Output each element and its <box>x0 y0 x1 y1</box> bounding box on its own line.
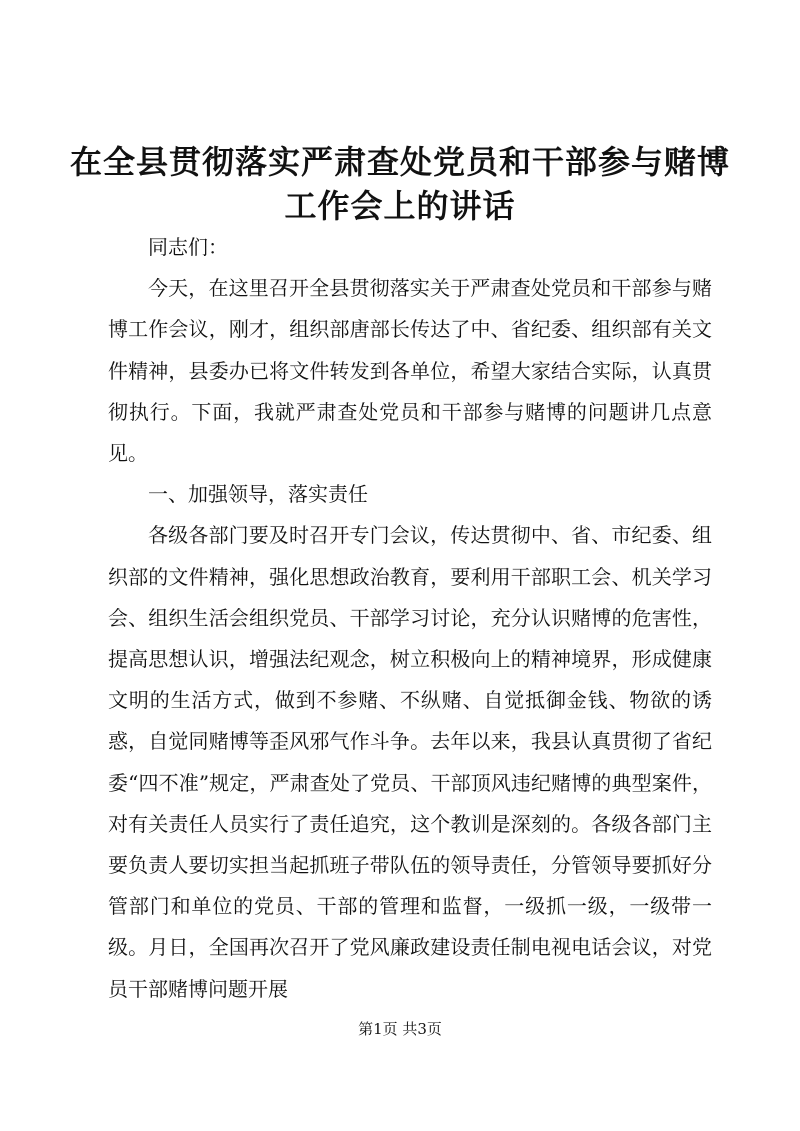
paragraph-intro: 今天，在这里召开全县贯彻落实关于严肃查处党员和干部参与赌博工作会议，刚才，组织部唐部长传达了中、省纪委、组织部有关文件精神，县委办已将文件转发到各单位，希望大家结合实际，认真贯彻执行。下面，我就严肃查处党员和干部参与赌博的问题讲几点意见。 <box>108 276 712 466</box>
document-title-line-1: 在全县贯彻落实严肃查处党员和干部参与赌博 <box>69 143 730 181</box>
document-body <box>108 227 712 1010</box>
section-heading: 一、加强领导，落实责任 <box>148 482 368 507</box>
salutation: 同志们： <box>148 235 228 259</box>
paragraph-section-1: 各级各部门要及时召开专门会议，传达贯彻中、省、市纪委、组织部的文件精神，强化思想政治教育，要利用干部职工会、机关学习会、组织生活会组织党员、干部学习讨论，充分认识赌博的危害性，提高思想认识，增强法纪观念，树立积极向上的精神境界，形成健康文明的生活方式，做到不参赌、不纵赌、自觉抵御金钱、物欲的诱惑，自觉同赌博等歪风邪气作斗争。去年以来，我县认真贯彻了省纪委“四不准”规定，严肃查处了党员、干部顶风违纪赌博的典型案件，对有关责任人员实行了责任追究，这个教训是深刻的。各级各部门主要负责人要切实担当起抓班子带队伍的领导责任，分管领导要抓好分管部门和单位的党员、干部的管理和监督，一级抓一级，一级带一级。月日，全国再次召开了党风廉政建设责任制电视电话会议，对党员干部赌博问题开展 <box>108 523 712 1001</box>
page-footer: 第1页 共3页 <box>358 1020 442 1038</box>
document-title-line-2: 工作会上的讲话 <box>284 187 516 225</box>
